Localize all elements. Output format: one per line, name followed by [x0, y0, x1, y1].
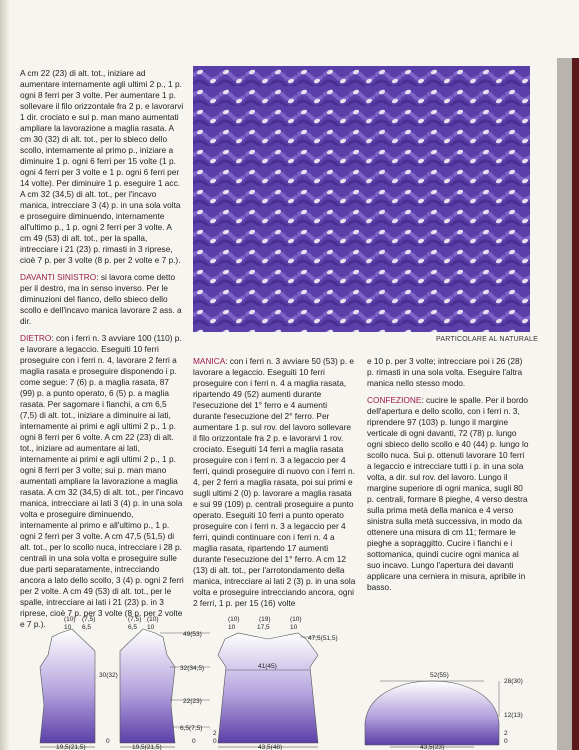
paragraph-confezione: [367, 395, 531, 593]
paragraph-davanti-sinistro: [20, 272, 184, 327]
fl-top-left2: 6,5: [128, 624, 138, 631]
fr-side-height: 30(32): [99, 672, 118, 679]
knit-detail-photo: [193, 66, 530, 332]
schematics: [0, 605, 579, 750]
back-h1: 47,5(51,5): [308, 635, 338, 642]
fr-top-mid2: 6,5: [82, 624, 92, 631]
fl-bottom: 19,5(21,5): [132, 744, 162, 750]
heading-manica: MANICA: [193, 356, 226, 366]
fl-h3: 22(23): [183, 698, 202, 705]
dietro-text: : con i ferri n. 3 avviare 100 (110) p. e lavorare a legaccio. Eseguiti 10 ferri proseguire con i ferri n. 4, lavorare 2 ferri a maglia rasata e proseguire disponendo i p. come segue: 7 (6) p. a maglia rasata, 87 (99) p. a punto operato, 6 (5) p. a maglia rasata. Per sagomare i fianchi, a cm 6,5 (7,5) di alt. tot., iniziare a diminuire ai lati, internamente ai primi e agli ultimi 2 p., 1 p. ogni 8 ferri per 6 volte. A cm 22 (23) di alt. tot., iniziare ad aumentare ai lati, internamente ai primi e agli ultimi 2 p., 1 p. ogni 8 ferri per 3 volte; sui p. man mano aumentati ampliare la lavorazione a maglia rasata. A cm 32 (34,5) di alt. tot., per l'incavo manica, intrecciare ai lati 3 (4) p. in una sola volta e proseguire diminuendo, internamente al primo e all'ultimo p., 1 p. ogni 2 ferri per 3 volte. A cm 47,5 (51,5) di alt. tot., per lo scollo nuca, intrecciare i 28 p. centrali in una sola volta e proseguire sulle due parti separatamente, intrecciando ancora a lato dello scollo, 3 (4) p. ogni 2 ferri per 2 volte. A cm 49 (53) di alt. tot., per le spalle, intrecciare ai lati i 21 (23) p. in 3 riprese, cioè 7 p. per 3 volte (8 p. per 2 volte e 7 p.).: [20, 333, 184, 629]
back-t2b: 17,5: [257, 624, 270, 631]
fl-top-mid2: 10: [147, 624, 155, 631]
fl-h1: 49(53): [183, 631, 202, 638]
back-bottom: 43,5(48): [258, 744, 283, 750]
photo-caption: PARTICOLARE AL NATURALE: [436, 336, 538, 343]
back-t3: (10): [290, 616, 302, 623]
sleeve-n2: 2: [504, 730, 508, 737]
back-t3b: 10: [290, 624, 298, 631]
back-t2: (19): [259, 616, 271, 623]
fr-top-left2: 10: [64, 624, 72, 631]
fr-bottom: 19,5(21,5): [56, 744, 86, 750]
sleeve-n0: 0: [504, 738, 508, 745]
sleeve-h1: 28(30): [504, 678, 523, 685]
back-n2: 2: [213, 730, 217, 737]
fl-h4: 6,5(7,5): [180, 725, 203, 732]
knit-texture: [193, 66, 530, 332]
fr-top-left: (10): [64, 616, 76, 623]
fl-zero: 0: [192, 738, 196, 745]
fr-top-mid: (7,5): [82, 616, 96, 623]
back-width: 41(45): [258, 663, 277, 670]
diagram-back: [213, 616, 338, 750]
heading-dietro: DIETRO: [20, 333, 52, 343]
paragraph-dietro: [20, 333, 184, 630]
diagram-front-left: [120, 616, 210, 750]
fl-h2: 32(34,5): [180, 665, 205, 672]
back-t1: (10): [228, 616, 240, 623]
heading-davanti-sinistro: DAVANTI SINISTRO: [20, 272, 97, 282]
middle-column: [193, 356, 357, 615]
diagram-front-right: [40, 616, 118, 750]
confezione-text: : cucire le spalle. Per il bordo dell'apertura e dello scollo, con i ferri n. 3, riprendere 97 (103) p. lungo il margine verticale di ogni davanti, 72 (78) p. lungo ogni sbieco dello scollo e 40 (44) p. lungo lo scollo nuca. Sui p. ottenuti lavorare 10 ferri a legaccio e intrecciare tutti i p. in una sola volta, a dir. sul rov. del lavoro. Lungo il margine superiore di ogni manica, sugli 80 p. centrali, formare 8 pieghe, 4 verso destra sulla prima metà della manica e 4 verso sinistra sulla metà successiva, in modo da ottenere una misura di cm 11; fermare le pieghe a sopraggitto. Cucire i fianchi e i sottomanica, quindi cucire ogni manica al suo incavo. Lungo l'apertura dei davanti applicare una cerniera in misura, apribile in basso.: [367, 395, 529, 592]
fl-top-left: (7,5): [128, 616, 142, 623]
left-column: [20, 68, 184, 636]
paragraph-manica-cont: e 10 p. per 3 volte; intrecciare poi i 26 (28) p. rimasti in una sola volta. Eseguire l'altra manica nello stesso modo.: [367, 356, 523, 388]
paragraph-manica: [193, 356, 357, 609]
back-t1b: 10: [228, 624, 236, 631]
sleeve-h2: 12(13): [504, 712, 523, 719]
heading-confezione: CONFEZIONE: [367, 395, 422, 405]
back-n0: 0: [213, 738, 217, 745]
sleeve-bottom: 43,5(23): [420, 744, 445, 750]
davanti-sinistro-text: : si lavora come detto per il destro, ma in senso inverso. Per le diminuzioni del fianco, dello sbieco dello scollo e dell'incavo manica lavorare 2 ass. a dir.: [20, 272, 182, 326]
right-column: [367, 356, 531, 599]
paragraph-davanti-destro-cont: A cm 22 (23) di alt. tot., iniziare ad aumentare internamente agli ultimi 2 p., 1 p. ogni 8 ferri per 3 volte. Per aumentare 1 p. sollevare il filo orizzontale fra 2 p. e lavorarvi 1 dir. crociato e sui p. man mano aumentati ampliare la lavorazione a maglia rasata. A cm 30 (32) di alt. tot., per lo sbieco dello scollo, internamente al primo p., iniziare a diminuire 1 p. ogni 6 ferri per 15 volte (1 p. ogni 4 ferri per 3 volte e 1 p. ogni 6 ferri per 14 volte). Per diminuire 1 p. eseguire 1 acc. A cm 32 (34,5) di alt. tot., per l'incavo manica, intrecciare 3 (4) p. in una sola volta e proseguire diminuendo, internamente all'ultimo p., 1 p. ogni 2 ferri per 3 volte. A cm 49 (53) di alt. tot., per la spalla, intrecciare i 21 (23) p. rimasti in 3 riprese, cioè 7 p. per 3 volte (8 p. per 2 volte e 7 p.).: [20, 68, 184, 265]
fr-zero: 0: [106, 738, 110, 745]
manica-text: : con i ferri n. 3 avviare 50 (53) p. e lavorare a legaccio. Eseguiti 10 ferri proseguire con i ferri n. 4 a maglia rasata, ripartendo 49 (52) aumenti durante l'esecuzione del 1° ferro e 4 aumenti durante l'esecuzione del 2° ferro. Per aumentare 1 p. sul rov. del lavoro sollevare il filo orizzontale fra 2 p. e lavorarvi 1 rov. crociato. Eseguiti 14 ferri a maglia rasata proseguire con i ferri n. 3 a legaccio per 4 ferri, quindi proseguire di nuovo con i ferri n. 4, per 2 ferri a maglia rasata, poi sui primi e sugli ultimi 2 (0) p. lavorare a maglia rasata e sui 99 (109) p. centrali proseguire a punto operato. Eseguiti 10 ferri a punto operato proseguire con i ferri n. 3 a legaccio per 4 ferri, quindi continuare con i ferri n. 4 a maglia rasata, ripartendo 17 aumenti durante l'esecuzione del 1° ferro. A cm 12 (13) di alt. tot., per l'arrotondamento della manica, intrecciare ai lati 2 (3) p. in una sola volta e proseguire intrecciando ancora, ogni 2 ferri, 1 p. per 15 (16) volte: [193, 356, 356, 608]
diagram-sleeve: [365, 672, 523, 750]
sleeve-top: 52(55): [430, 672, 449, 679]
fl-top-mid: (10): [147, 616, 159, 623]
